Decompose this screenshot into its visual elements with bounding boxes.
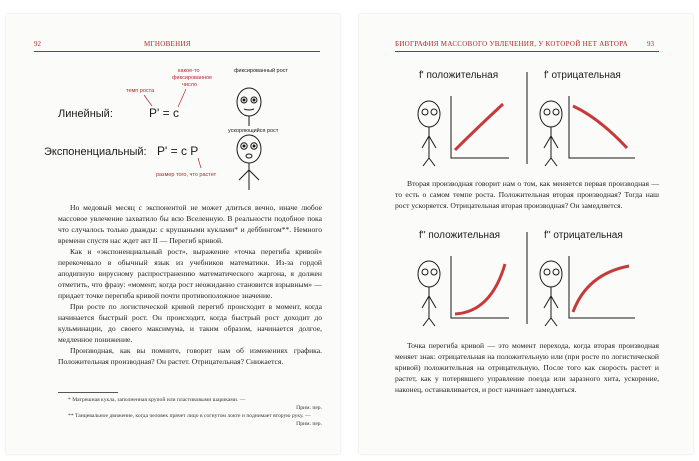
axes [569, 96, 635, 158]
stick-figure-calm [237, 88, 261, 126]
chart2-left-title: f'' положительная [419, 230, 501, 241]
decreasing-curve [573, 106, 627, 148]
left-running-head: МГНОВЕНИЯ [144, 40, 191, 48]
chart1-right-title: f' отрицательная [544, 70, 621, 81]
footnote: * Матрешная кукла, заполненная крупой или пластиковыми шариками. — [68, 397, 246, 403]
note-fixed-growth: фиксированный рост [234, 68, 288, 74]
note-fixed-3: число [182, 82, 198, 88]
exponential-formula: P' = c P [157, 144, 199, 158]
right-body-text-1 [395, 178, 659, 211]
left-paragraph: Производная, как вы помните, говорит нам об изменениях графика. Положительная производная? Он растет. Отрицательная? Снижается. [58, 346, 322, 366]
footnote-rule [58, 392, 118, 393]
linear-formula: P' = c [149, 106, 179, 120]
axes [451, 256, 509, 318]
stick-figure [540, 101, 562, 166]
chart2-right-title: f'' отрицательная [544, 230, 623, 241]
left-footnotes [58, 396, 322, 428]
exponential-label: Экспоненциальный: [44, 146, 147, 158]
note-rate: темп роста [126, 88, 155, 94]
note-fixed-2: фиксированное [172, 75, 213, 81]
chart1-left-title: f' положительная [419, 70, 499, 81]
first-derivative-panel [359, 62, 693, 172]
note-rate-arrow [144, 95, 152, 106]
increasing-curve [455, 104, 503, 150]
stick-figure [418, 261, 440, 326]
right-body-text-2 [395, 340, 659, 395]
footnote: ** Танцевальное движение, когда человек прячет лицо в согнутом локте и поднимает вторую руку. — [68, 413, 311, 419]
left-paragraph: Как и «экспоненциальный рост», выражение «точка перегиба кривой» перекочевало в обычный язык из учебников математики. Из-за гордой аподипную вирусному распространению математического жаргона, я должен отметить, что фразу: «момент, когда рост неожиданно становится взрывным» — придает точке перегиба кривой почти противоположное значение. [58, 247, 322, 300]
left-paragraph: При росте по логистической кривой перегиб происходит в момент, когда начинается быстрый рост. Он происходит, когда быстрый рост доходит до кульминации, до своего максимума, и таким образом, начинается долгое, медленное понижение. [58, 302, 322, 344]
stick-figure [540, 261, 562, 326]
left-header-rule [34, 51, 320, 52]
concave-curve [573, 266, 629, 312]
second-derivative-panel [359, 222, 693, 332]
growth-formula-diagram [6, 54, 340, 194]
right-running-head: БИОГРАФИЯ МАССОВОГО УВЛЕЧЕНИЯ, У КОТОРОЙ НЕТ АВТОРА [395, 40, 628, 48]
note-fixed-1: какое-то [178, 68, 200, 74]
left-page [6, 14, 340, 454]
note-accelerating: ускоряющийся рост [228, 128, 279, 134]
linear-label: Линейный: [58, 108, 113, 120]
footnote-source: Прим. пер. [296, 405, 322, 411]
stick-figure-excited [237, 135, 261, 190]
right-paragraph: Точка перегиба кривой — это момент перехода, когда вторая производная меняет знак: отрицательная на положительную или (при росте по логистической кривой) положительная на отрицательную. После того как скорость растет и растет, как у потерявшего управление поезда или заразного хита, ускорение, наконец, останавливается, и рост начинает замедляться. [395, 341, 659, 394]
note-size-arrow [198, 158, 201, 168]
right-page [359, 14, 693, 454]
convex-curve [455, 264, 505, 314]
note-size: размер того, что растет [156, 172, 217, 178]
left-page-number: 92 [34, 40, 41, 48]
right-paragraph: Вторая производная говорит нам о том, как меняется первая производная — то есть о самом темпе роста. Положительная вторая производная? Тогда наш рост ускоряется. Отрицательная вторая производная? Он замедляется. [395, 179, 659, 210]
stick-figure [418, 101, 440, 166]
left-body-text [58, 202, 322, 367]
left-paragraph: Но медовый месяц с экспонентой не может длиться вечно, иначе любое массовое увлечение захватило бы всю Вселенную. В реальности подобное пока что случалось только дважды: с крушаными куклами* и деббингом**. Немного времени спустя нас ждет акт II — Перегиб кривой. [58, 203, 322, 245]
right-page-number: 93 [647, 40, 654, 48]
right-header-rule [395, 51, 659, 52]
note-fixed-arrow [178, 89, 186, 107]
footnote-source: Прим. пер. [296, 421, 322, 427]
